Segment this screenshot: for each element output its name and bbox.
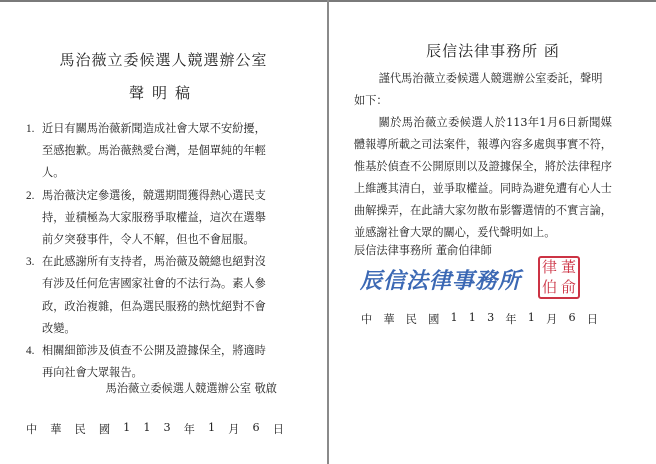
statement-document <box>0 2 327 464</box>
date-char: 民 <box>74 423 86 436</box>
personal-stamp-icon <box>538 256 580 299</box>
item-text: 近日有關馬治薇新聞造成社會大眾不安紛擾，至感抱歉。馬治薇熱愛台灣，是個單純的年輕人。 <box>42 122 266 180</box>
date-char: 華 <box>50 423 62 436</box>
date-char: 日 <box>272 423 284 436</box>
stamp-char: 董 <box>560 258 576 277</box>
stamp-char: 律 <box>541 258 557 277</box>
statement-date <box>26 421 284 437</box>
date-char: 中 <box>26 423 38 436</box>
date-char: 1 <box>450 311 458 324</box>
statement-items <box>26 118 276 384</box>
date-char: 月 <box>546 313 558 326</box>
statement-item <box>26 340 276 384</box>
date-char: 國 <box>98 423 111 436</box>
letter-body: 關於馬治薇立委候選人於113年1月6日新聞媒體報導所載之司法案件，報導內容多處與事實不符，惟基於偵查不公開原則以及證據保全，將於法律程序上維護其清白，並爭取權益。同時為避免遭有心人士曲解操弄，在此請大家勿散布影響選情的不實言論，並感謝社會大眾的關心，爰代聲明如上。 <box>354 116 612 239</box>
date-char: 中 <box>361 313 373 326</box>
stamp-char: 伯 <box>541 277 557 296</box>
item-text: 相關細節涉及偵查不公開及證據保全，將適時再向社會大眾報告。 <box>42 344 266 380</box>
statement-item <box>26 185 276 252</box>
date-char: 日 <box>586 313 598 326</box>
page-divider <box>327 0 329 464</box>
date-char: 1 <box>143 421 151 434</box>
date-char: 6 <box>568 311 576 324</box>
date-char: 民 <box>405 313 417 326</box>
statement-heading: 聲明稿 <box>128 84 198 102</box>
law-firm-letter <box>330 2 656 464</box>
letter-date <box>361 311 598 327</box>
firm-seal: 辰信法律事務所 <box>360 269 522 294</box>
date-char: 國 <box>428 313 440 326</box>
date-char: 1 <box>123 421 131 434</box>
office-title: 馬治薇立委候選人競選辦公室 <box>59 51 268 69</box>
date-char: 3 <box>487 311 495 324</box>
date-char: 1 <box>208 421 216 434</box>
law-firm-title: 辰信法律事務所 函 <box>426 42 560 60</box>
letter-intro: 謹代馬治薇立委候選人競選辦公室委託，聲明如下： <box>354 72 603 107</box>
item-text: 在此感謝所有支持者，馬治薇及競總也絕對沒有涉及任何危害國家社會的不法行為。素人參政，政治複雜，但為選民服務的熱忱絕對不會改變。 <box>42 255 266 335</box>
item-number: 4. <box>26 345 35 358</box>
stamp-char: 俞 <box>560 277 576 296</box>
item-number: 2. <box>26 189 35 202</box>
date-char: 1 <box>468 311 476 324</box>
date-char: 1 <box>527 311 535 324</box>
date-char: 月 <box>228 423 240 436</box>
date-char: 年 <box>183 423 195 436</box>
statement-item <box>26 118 276 185</box>
date-char: 6 <box>252 421 260 434</box>
statement-item <box>26 251 276 340</box>
date-char: 華 <box>383 313 395 326</box>
item-number: 1. <box>26 123 35 135</box>
letter-signature: 辰信法律事務所 董俞伯律師 <box>354 244 492 257</box>
item-number: 3. <box>26 256 35 269</box>
item-text: 馬治薇決定參選後，競選期間獲得熱心選民支持，並積極為大家服務爭取權益，這次在選舉前夕突發事件，令人不解，但也不會屈服。 <box>42 188 266 247</box>
date-char: 3 <box>163 421 171 434</box>
date-char: 年 <box>505 313 517 326</box>
statement-signature: 馬治薇立委候選人競選辦公室 敬啟 <box>105 382 277 395</box>
